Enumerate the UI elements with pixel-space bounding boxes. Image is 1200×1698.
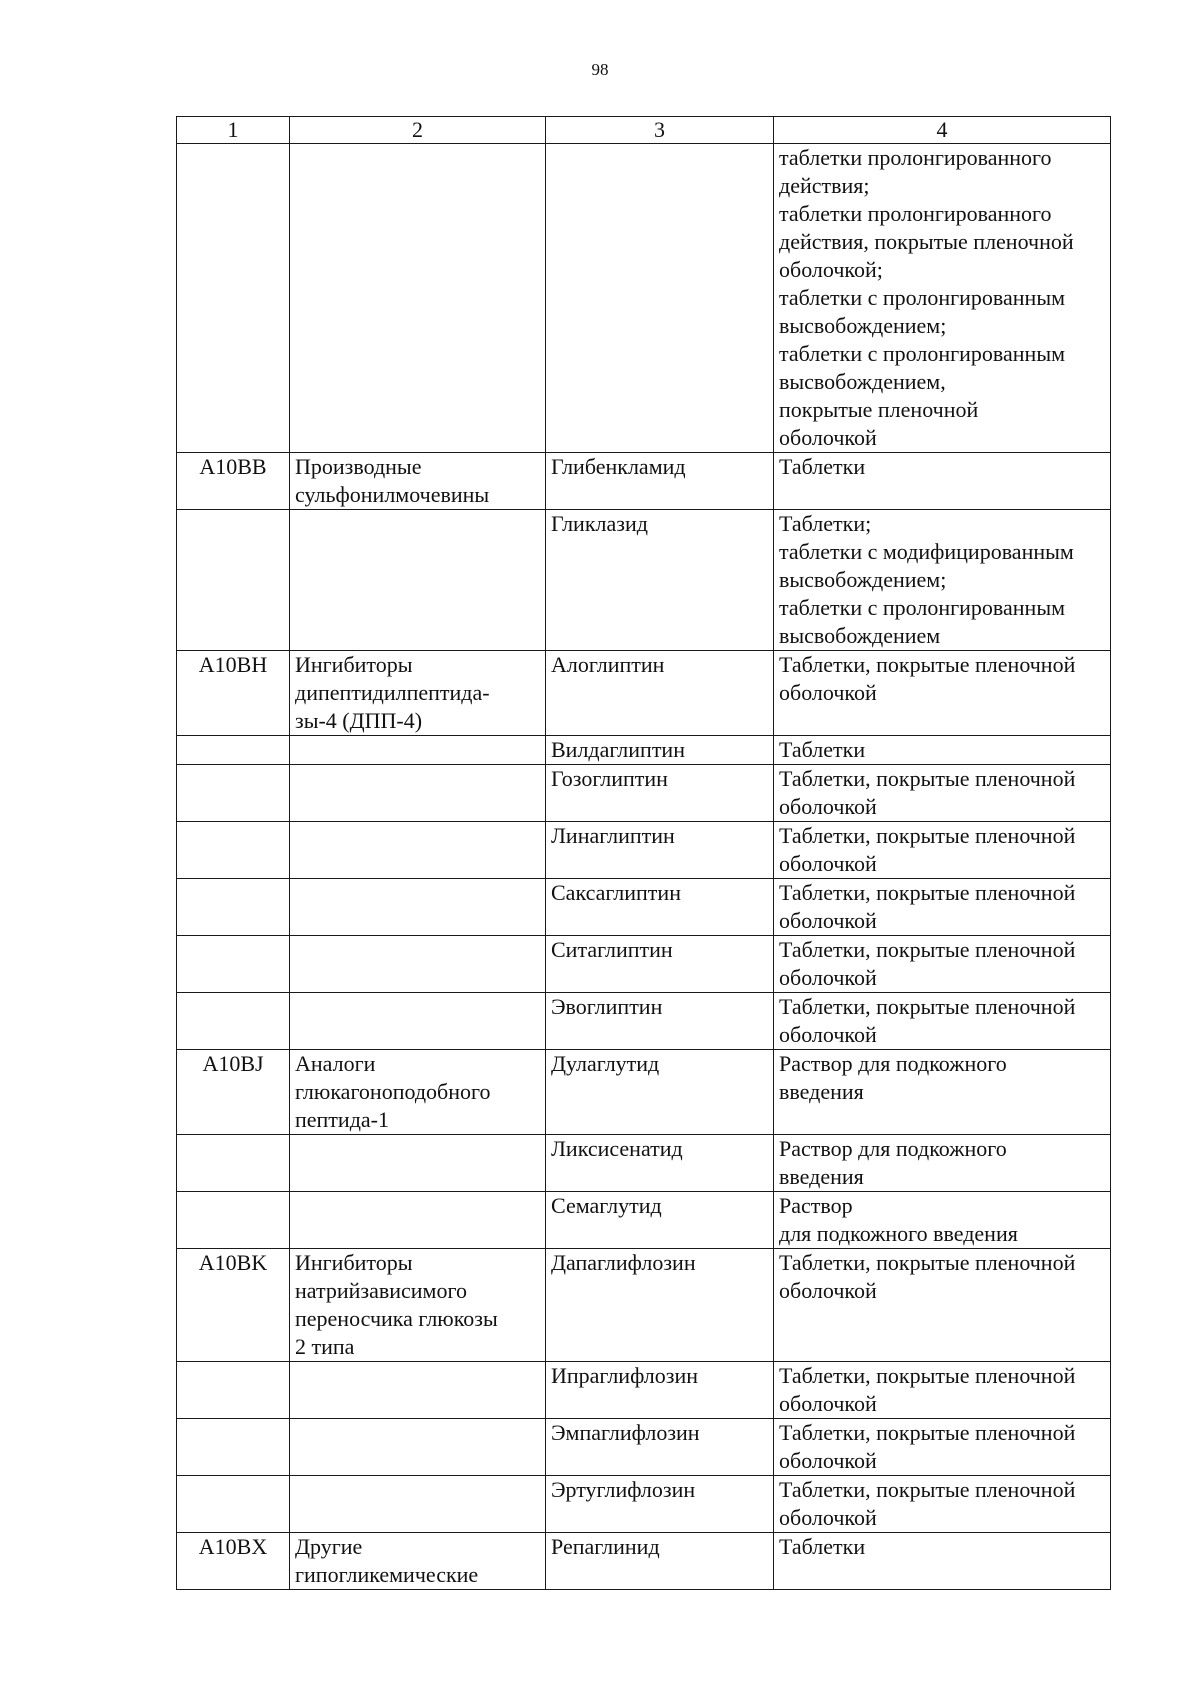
- drug-name-cell: [546, 144, 774, 453]
- dosage-forms-cell: Таблетки, покрытые пленочной оболочкой: [774, 1249, 1111, 1362]
- drug-name-cell: Линаглиптин: [546, 822, 774, 879]
- dosage-forms-cell: Таблетки, покрытые пленочной оболочкой: [774, 879, 1111, 936]
- drug-name-cell: Эмпаглифлозин: [546, 1419, 774, 1476]
- table-row: [177, 510, 1111, 651]
- atc-code-cell: [177, 993, 290, 1050]
- table-row: [177, 1419, 1111, 1476]
- pharmacological-group-cell: [290, 1362, 546, 1419]
- dosage-forms-cell: Таблетки, покрытые пленочной оболочкой: [774, 822, 1111, 879]
- atc-code-cell: [177, 822, 290, 879]
- pharmacological-group-cell: [290, 1135, 546, 1192]
- drug-name-cell: Ситаглиптин: [546, 936, 774, 993]
- table-row: [177, 1192, 1111, 1249]
- column-header: 2: [290, 117, 546, 144]
- pharmacological-group-cell: [290, 822, 546, 879]
- pharmacological-group-cell: [290, 879, 546, 936]
- table-row: [177, 453, 1111, 510]
- atc-code-cell: A10BX: [177, 1533, 290, 1590]
- drug-name-cell: Дапаглифлозин: [546, 1249, 774, 1362]
- dosage-forms-cell: Таблетки, покрытые пленочной оболочкой: [774, 993, 1111, 1050]
- atc-code-cell: [177, 765, 290, 822]
- drug-name-cell: Саксаглиптин: [546, 879, 774, 936]
- pharmacological-group-cell: Производные сульфонилмочевины: [290, 453, 546, 510]
- table-row: [177, 879, 1111, 936]
- pharmacological-group-cell: [290, 510, 546, 651]
- pharmacological-group-cell: [290, 1476, 546, 1533]
- atc-code-cell: [177, 1362, 290, 1419]
- pharmacological-group-cell: [290, 1419, 546, 1476]
- drug-name-cell: Семаглутид: [546, 1192, 774, 1249]
- pharmacological-group-cell: Аналоги глюкагоноподобного пептида-1: [290, 1050, 546, 1135]
- drug-name-cell: Глибенкламид: [546, 453, 774, 510]
- drug-name-cell: Эвоглиптин: [546, 993, 774, 1050]
- table-row: [177, 1476, 1111, 1533]
- drug-name-cell: Эртуглифлозин: [546, 1476, 774, 1533]
- table-body: [177, 144, 1111, 1590]
- pharmacological-group-cell: Другие гипогликемические: [290, 1533, 546, 1590]
- pharmacological-group-cell: Ингибиторы дипептидилпептида- зы-4 (ДПП-4): [290, 651, 546, 736]
- table-header-row: [177, 117, 1111, 144]
- table-row: [177, 765, 1111, 822]
- dosage-forms-cell: Таблетки, покрытые пленочной оболочкой: [774, 765, 1111, 822]
- drug-name-cell: Дулаглутид: [546, 1050, 774, 1135]
- pharmacological-group-cell: [290, 144, 546, 453]
- drug-name-cell: Ипраглифлозин: [546, 1362, 774, 1419]
- atc-code-cell: A10BH: [177, 651, 290, 736]
- column-header: 3: [546, 117, 774, 144]
- dosage-forms-cell: Раствор для подкожного введения: [774, 1135, 1111, 1192]
- dosage-forms-cell: Таблетки: [774, 1533, 1111, 1590]
- atc-code-cell: [177, 510, 290, 651]
- dosage-forms-cell: Раствор для подкожного введения: [774, 1192, 1111, 1249]
- pharmacological-group-cell: [290, 736, 546, 765]
- dosage-forms-cell: Таблетки, покрытые пленочной оболочкой: [774, 1476, 1111, 1533]
- table-row: [177, 1249, 1111, 1362]
- dosage-forms-cell: Таблетки; таблетки с модифицированным высвобождением; таблетки с пролонгированным высвобождением: [774, 510, 1111, 651]
- dosage-forms-cell: Таблетки, покрытые пленочной оболочкой: [774, 651, 1111, 736]
- atc-code-cell: [177, 1135, 290, 1192]
- atc-code-cell: [177, 936, 290, 993]
- drug-name-cell: Гликлазид: [546, 510, 774, 651]
- table-row: [177, 1050, 1111, 1135]
- column-header: 4: [774, 117, 1111, 144]
- drug-name-cell: Вилдаглиптин: [546, 736, 774, 765]
- table-row: [177, 1533, 1111, 1590]
- atc-code-cell: [177, 736, 290, 765]
- pharmacological-group-cell: Ингибиторы натрийзависимого переносчика глюкозы 2 типа: [290, 1249, 546, 1362]
- table-row: [177, 1362, 1111, 1419]
- dosage-forms-cell: Раствор для подкожного введения: [774, 1050, 1111, 1135]
- pharmacological-group-cell: [290, 993, 546, 1050]
- atc-code-cell: A10BK: [177, 1249, 290, 1362]
- dosage-forms-cell: Таблетки, покрытые пленочной оболочкой: [774, 936, 1111, 993]
- table-row: [177, 1135, 1111, 1192]
- dosage-forms-cell: Таблетки: [774, 736, 1111, 765]
- table-row: [177, 993, 1111, 1050]
- page-number: 98: [591, 60, 609, 79]
- atc-code-cell: [177, 1476, 290, 1533]
- drug-name-cell: Алоглиптин: [546, 651, 774, 736]
- atc-code-cell: [177, 1192, 290, 1249]
- dosage-forms-cell: Таблетки, покрытые пленочной оболочкой: [774, 1362, 1111, 1419]
- atc-code-cell: [177, 879, 290, 936]
- drug-name-cell: Ликсисенатид: [546, 1135, 774, 1192]
- atc-code-cell: [177, 144, 290, 453]
- table-row: [177, 651, 1111, 736]
- dosage-forms-cell: Таблетки: [774, 453, 1111, 510]
- drug-name-cell: Репаглинид: [546, 1533, 774, 1590]
- atc-code-cell: [177, 1419, 290, 1476]
- pharmacological-group-cell: [290, 765, 546, 822]
- drug-list-table: [176, 116, 1111, 1590]
- atc-code-cell: A10BJ: [177, 1050, 290, 1135]
- dosage-forms-cell: таблетки пролонгированного действия; таблетки пролонгированного действия, покрытые пленочной оболочкой; таблетки с пролонгированным высвобождением; таблетки с пролонгированным высвобождением, покрытые пленочной оболочкой: [774, 144, 1111, 453]
- pharmacological-group-cell: [290, 936, 546, 993]
- dosage-forms-cell: Таблетки, покрытые пленочной оболочкой: [774, 1419, 1111, 1476]
- drug-name-cell: Гозоглиптин: [546, 765, 774, 822]
- column-header: 1: [177, 117, 290, 144]
- table-row: [177, 736, 1111, 765]
- table-row: [177, 144, 1111, 453]
- pharmacological-group-cell: [290, 1192, 546, 1249]
- table-row: [177, 936, 1111, 993]
- table-row: [177, 822, 1111, 879]
- atc-code-cell: A10BB: [177, 453, 290, 510]
